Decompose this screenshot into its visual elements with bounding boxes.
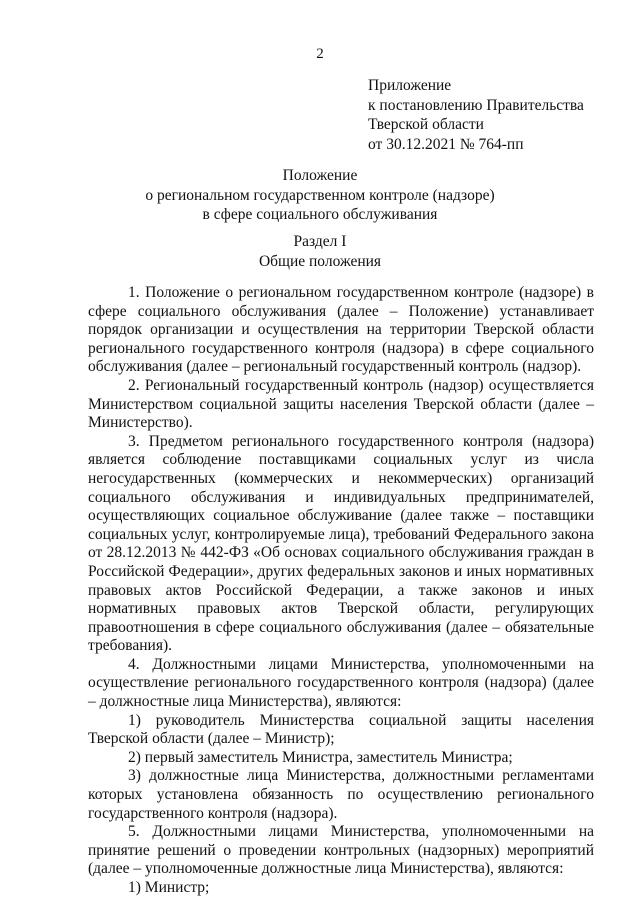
title-line: Положение — [282, 167, 358, 184]
appendix-block — [368, 76, 584, 154]
document-title — [0, 166, 640, 225]
paragraph: 4. Должностными лицами Министерства, уполномоченными на осуществление регионального государственного контроля (надзора) (далее – должностные лица Министерства), являются: — [88, 655, 594, 711]
appendix-line: Тверской области — [368, 116, 484, 133]
paragraph: 1. Положение о региональном государственном контроле (надзоре) в сфере социального обслуживания (далее – Положение) устанавливает порядок организации и осуществления на территории Тверской области регионального государственного контроля (надзора) в сфере социального обслуживания (далее – региональный государственный контроль (надзор). — [88, 284, 594, 376]
paragraph: 1) руководитель Министерства социальной защиты населения Тверской области (далее – Министр); — [88, 711, 594, 748]
paragraph: 3) должностные лица Министерства, должностными регламентами которых установлена обязанность по осуществлению регионального государственного контроля (надзора). — [88, 767, 594, 822]
title-line: о региональном государственном контроле (надзоре) — [145, 186, 495, 204]
appendix-line: к постановлению Правительства — [368, 96, 584, 114]
section-name: Общие положения — [258, 252, 382, 270]
appendix-line: Приложение — [368, 77, 452, 94]
document-body — [88, 284, 594, 898]
section-heading — [0, 232, 640, 271]
page-number: 2 — [316, 46, 324, 62]
paragraph: 5. Должностными лицами Министерства, уполномоченными на принятие решений о проведении контрольных (надзорных) мероприятий (далее – уполномоченные должностные лица Министерства), являются: — [88, 823, 594, 878]
paragraph: 2) первый заместитель Министра, заместитель Министра; — [128, 748, 513, 766]
paragraph: 1) Министр; — [128, 879, 210, 896]
paragraph: 3. Предметом регионального государственного контроля (надзора) является соблюдение поставщиками социальных услуг из числа негосударственных (коммерческих и некоммерческих) организаций социального обслуживания и индивидуальных предпринимателей, осуществляющих социальное обслуживание (далее также – поставщики социальных услуг, контролируемые лица), требований Федерального закона от 28.12.2013 № 442-ФЗ «Об основах социального обслуживания граждан в Российской Федерации», других федеральных законов и иных нормативных правовых актов Российской Федерации, а также законов и иных нормативных правовых актов Тверской области, регулирующих правоотношения в сфере социального обслуживания (далее – обязательные требования). — [88, 432, 594, 655]
paragraph: 2. Региональный государственный контроль (надзор) осуществляется Министерством социальной защиты населения Тверской области (далее – Министерство). — [88, 376, 594, 432]
appendix-line: от 30.12.2021 № 764-пп — [368, 135, 524, 153]
section-number: Раздел I — [293, 233, 347, 250]
title-line: в сфере социального обслуживания — [202, 206, 438, 223]
